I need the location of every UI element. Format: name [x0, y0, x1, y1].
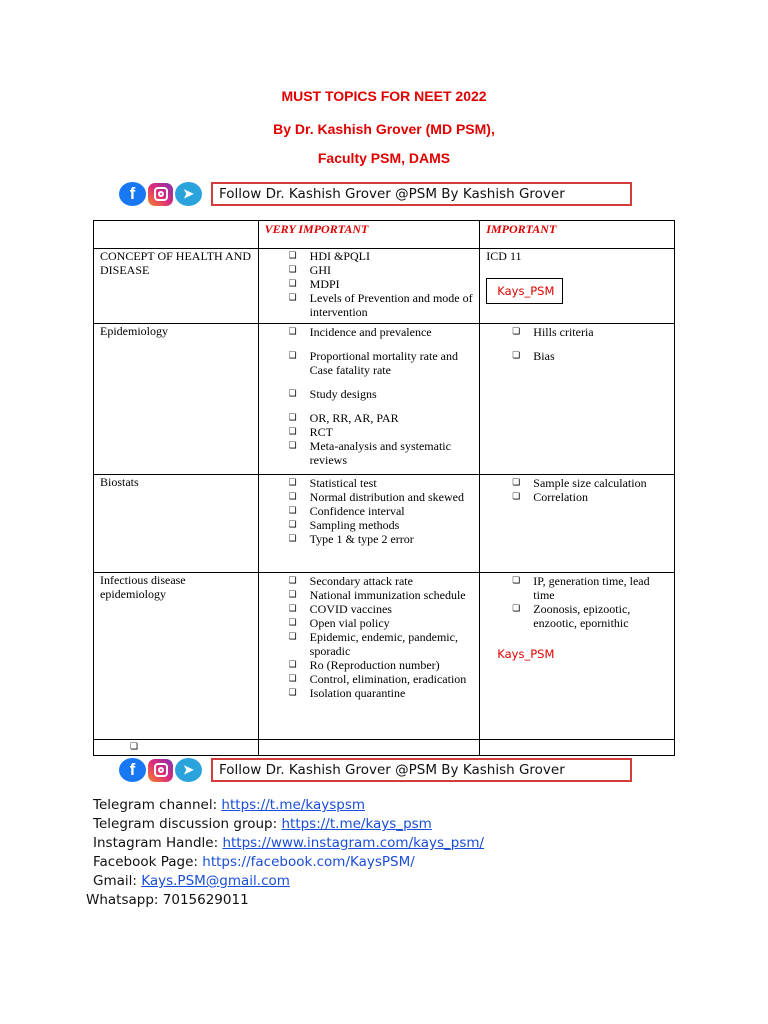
instagram-row	[93, 835, 484, 851]
facebook-label: Facebook Page:	[93, 854, 198, 870]
gmail-label: Gmail:	[93, 873, 137, 889]
list-item: ❏ Incidence and prevalence	[259, 325, 480, 339]
row-important	[480, 573, 675, 740]
list-item: ❏ Hills criteria	[480, 325, 674, 339]
row-very-important	[258, 573, 480, 740]
telegram-group-label: Telegram discussion group:	[93, 816, 278, 832]
facebook-icon: f	[119, 182, 146, 206]
telegram-icon: ➤	[175, 758, 202, 782]
list-item: ❏ Normal distribution and skewed	[259, 490, 480, 504]
list-item: ❏ National immunization schedule	[259, 588, 480, 602]
whatsapp-row	[86, 892, 249, 908]
list-item: ❏ Type 1 & type 2 error	[259, 532, 480, 546]
row-topic: CONCEPT OF HEALTH AND DISEASE	[94, 249, 259, 324]
table-row	[94, 324, 675, 475]
telegram-channel-row	[93, 797, 365, 813]
important-text: ICD 11	[486, 249, 522, 263]
empty-cell	[258, 740, 480, 756]
list-item: ❏ Meta-analysis and systematic reviews	[259, 439, 480, 467]
list-item: ❏ Study designs	[259, 387, 480, 401]
row-very-important	[258, 475, 480, 573]
row-important	[480, 324, 675, 475]
list-item: ❏ RCT	[259, 425, 480, 439]
whatsapp-label: Whatsapp:	[86, 892, 159, 908]
list-item: ❏ Isolation quarantine	[259, 686, 480, 700]
header-important: IMPORTANT	[480, 221, 675, 249]
row-topic: Epidemiology	[94, 324, 259, 475]
gmail-row	[93, 873, 290, 889]
table-row	[94, 249, 675, 324]
social-banner-bottom	[119, 757, 632, 783]
list-item: ❏ OR, RR, AR, PAR	[259, 411, 480, 425]
social-icons	[119, 758, 211, 782]
doc-title: MUST TOPICS FOR NEET 2022	[281, 88, 487, 104]
watermark-tag: Kays_PSM	[497, 647, 555, 661]
list-item: ❏ Correlation	[480, 490, 674, 504]
empty-cell	[94, 740, 259, 756]
gmail-link[interactable]: Kays.PSM@gmail.com	[141, 873, 290, 889]
telegram-icon: ➤	[175, 182, 202, 206]
list-item: ❏ Sampling methods	[259, 518, 480, 532]
row-very-important	[258, 249, 480, 324]
list-item: ❏ COVID vaccines	[259, 602, 480, 616]
list-item: ❏ Bias	[480, 349, 674, 363]
row-important	[480, 475, 675, 573]
header-topic	[94, 221, 259, 249]
instagram-icon	[148, 759, 173, 782]
telegram-channel-label: Telegram channel:	[93, 797, 218, 813]
table-row-empty	[94, 740, 675, 756]
row-very-important	[258, 324, 480, 475]
topics-table	[93, 220, 675, 756]
list-item: ❏ Sample size calculation	[480, 476, 674, 490]
list-item: ❏ Zoonosis, epizootic, enzootic, epornithic	[480, 602, 674, 630]
table-row	[94, 475, 675, 573]
list-item: ❏ MDPI	[259, 277, 480, 291]
social-banner-top	[119, 181, 632, 207]
list-item: ❏ Ro (Reproduction number)	[259, 658, 480, 672]
list-item: ❏ GHI	[259, 263, 480, 277]
list-item: ❏ Levels of Prevention and mode of intervention	[259, 291, 480, 319]
instagram-icon	[148, 183, 173, 206]
list-item: ❏ Control, elimination, eradication	[259, 672, 480, 686]
list-item: ❏ Epidemic, endemic, pandemic, sporadic	[259, 630, 480, 658]
doc-affiliation: Faculty PSM, DAMS	[317, 150, 451, 166]
banner-follow-text: Follow Dr. Kashish Grover @PSM By Kashish Grover	[211, 758, 632, 782]
facebook-link[interactable]: https://facebook.com/KaysPSM/	[202, 854, 415, 870]
banner-follow-text: Follow Dr. Kashish Grover @PSM By Kashish Grover	[211, 182, 632, 206]
table-row	[94, 573, 675, 740]
row-topic: Infectious disease epidemiology	[94, 573, 259, 740]
list-item: ❏ Open vial policy	[259, 616, 480, 630]
watermark-tag: Kays_PSM	[486, 278, 563, 304]
facebook-icon: f	[119, 758, 146, 782]
facebook-row	[93, 854, 415, 870]
doc-author: By Dr. Kashish Grover (MD PSM),	[273, 121, 495, 137]
telegram-channel-link[interactable]: https://t.me/kayspsm	[221, 797, 366, 813]
list-item: ❏ IP, generation time, lead time	[480, 574, 674, 602]
list-item: ❏ Confidence interval	[259, 504, 480, 518]
instagram-label: Instagram Handle:	[93, 835, 219, 851]
social-icons	[119, 182, 211, 206]
list-item: ❏ Secondary attack rate	[259, 574, 480, 588]
header-very-important: VERY IMPORTANT	[258, 221, 480, 249]
row-topic: Biostats	[94, 475, 259, 573]
telegram-group-row	[93, 816, 432, 832]
list-item: ❏ HDI &PQLI	[259, 249, 480, 263]
list-item: ❏ Proportional mortality rate and Case fatality rate	[259, 349, 480, 377]
table-header-row	[94, 221, 675, 249]
instagram-link[interactable]: https://www.instagram.com/kays_psm/	[222, 835, 485, 851]
list-item: ❏ Statistical test	[259, 476, 480, 490]
row-important	[480, 249, 675, 324]
whatsapp-number: 7015629011	[162, 892, 249, 908]
empty-cell	[480, 740, 675, 756]
telegram-group-link[interactable]: https://t.me/kays_psm	[281, 816, 432, 832]
